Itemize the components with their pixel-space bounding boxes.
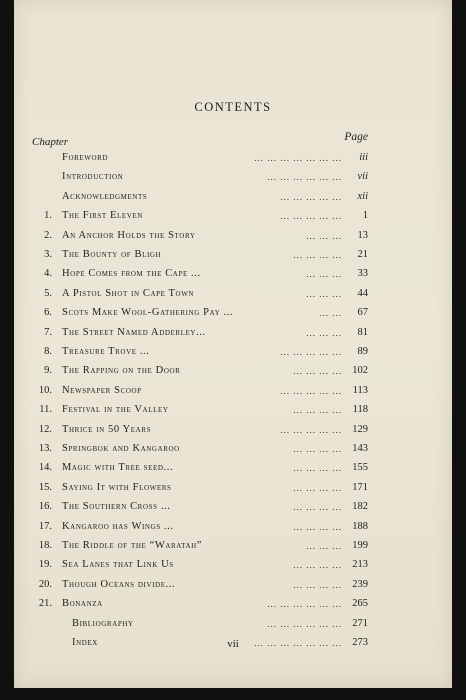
- entry-page-number: 102: [352, 365, 368, 377]
- chapter-number: 15.: [38, 481, 52, 493]
- chapter-number: 2.: [44, 229, 52, 241]
- entry-page-number: 118: [352, 404, 368, 416]
- entry-page-number: iii: [359, 152, 368, 163]
- toc-chapter-row: [14, 556, 452, 574]
- entry-page-number: 171: [352, 481, 368, 493]
- entry-title: Introduction: [62, 171, 124, 183]
- chapter-number: 3.: [44, 249, 52, 260]
- entry-title: The Bounty of Bligh: [62, 249, 162, 260]
- chapter-number: 5.: [44, 287, 52, 299]
- dot-leader: ... ... ... ... ... ...: [267, 172, 342, 183]
- entry-page-number: 239: [352, 578, 368, 590]
- chapter-number: 7.: [44, 326, 52, 338]
- entry-page-number: xii: [357, 190, 368, 202]
- chapter-number: 8.: [44, 346, 52, 357]
- chapter-number: 11.: [39, 404, 52, 416]
- page-title: CONTENTS: [194, 100, 272, 114]
- toc-chapter-row: [14, 440, 452, 458]
- dot-leader: ... ... ... ... ... ... ...: [254, 638, 342, 648]
- entry-page-number: 67: [357, 307, 368, 319]
- dot-leader: ... ... ... ...: [293, 502, 342, 513]
- entry-page-number: 13: [357, 229, 368, 241]
- entry-page-number: 199: [352, 540, 368, 551]
- entry-title: Saying It with Flowers: [62, 481, 172, 493]
- toc-chapter-row: [14, 421, 452, 439]
- entry-title: An Anchor Holds the Story: [62, 229, 196, 241]
- toc-chapter-row: [14, 382, 452, 400]
- toc-chapter-row: [14, 265, 452, 283]
- entry-page-number: 21: [357, 249, 368, 260]
- entry-title: Bibliography: [72, 617, 134, 629]
- entry-page-number: 273: [352, 637, 368, 648]
- entry-title: Magic with Tree seed...: [62, 462, 174, 474]
- dot-leader: ... ... ... ... ...: [280, 385, 342, 396]
- dot-leader: ... ... ...: [306, 269, 342, 280]
- entry-page-number: vii: [357, 171, 368, 183]
- entry-title: Bonanza: [62, 598, 103, 610]
- entry-page-number: 129: [352, 423, 368, 435]
- toc-chapter-row: [14, 227, 452, 245]
- dot-leader: ... ... ... ...: [293, 444, 342, 454]
- dot-leader: ... ... ... ... ...: [280, 424, 342, 435]
- entry-title: Springbok and Kangaroo: [62, 443, 180, 454]
- entry-title: A Pistol Shot in Cape Town: [62, 287, 195, 299]
- chapter-number: 10.: [38, 384, 52, 396]
- toc-chapter-row: [14, 576, 452, 594]
- dot-leader: ... ... ...: [306, 541, 342, 551]
- entry-title: The Street Named Adderley...: [62, 326, 206, 338]
- entry-page-number: 155: [352, 462, 368, 474]
- entry-title: Foreword: [62, 152, 109, 163]
- entry-page-number: 1: [362, 210, 368, 222]
- entry-title: Treasure Trove ...: [62, 346, 150, 357]
- entry-page-number: 81: [357, 326, 368, 338]
- dot-leader: ... ... ...: [306, 288, 342, 299]
- dot-leader: ... ... ...: [306, 230, 342, 241]
- entry-page-number: 33: [357, 268, 368, 280]
- toc-chapter-row: [14, 343, 452, 361]
- entry-title: Thrice in 50 Years: [62, 423, 152, 435]
- dot-leader: ... ... ...: [306, 327, 342, 338]
- toc-chapter-row: [14, 324, 452, 342]
- dot-leader: ... ... ... ... ... ... ...: [254, 153, 342, 163]
- entry-title: The Rapping on the Door: [62, 365, 181, 377]
- toc-back-row: [14, 615, 452, 633]
- toc-chapter-row: [14, 246, 452, 264]
- dot-leader: ... ... ... ... ...: [280, 347, 342, 357]
- toc-chapter-row: [14, 401, 452, 419]
- dot-leader: ... ... ... ... ...: [280, 211, 342, 222]
- chapter-number: 6.: [44, 307, 52, 319]
- chapter-number: 1.: [44, 210, 52, 222]
- dot-leader: ... ... ... ...: [293, 521, 342, 532]
- toc-front-row: [14, 168, 452, 186]
- entry-title: The Southern Cross ...: [62, 501, 171, 513]
- page-number-folio: vii: [227, 638, 239, 650]
- entry-title: Festival in the Valley: [62, 404, 169, 416]
- entry-page-number: 113: [352, 384, 368, 396]
- toc-chapter-row: [14, 498, 452, 516]
- entry-page-number: 89: [357, 346, 368, 357]
- entry-page-number: 271: [352, 617, 368, 629]
- dot-leader: ... ... ... ...: [293, 250, 342, 260]
- dot-leader: ... ... ... ...: [293, 366, 342, 377]
- toc-chapter-row: [14, 207, 452, 225]
- entry-title: Scots Make Wool-Gathering Pay ...: [62, 307, 234, 319]
- book-page: [14, 0, 452, 688]
- toc-chapter-row: [14, 595, 452, 613]
- dot-leader: ... ... ... ...: [293, 579, 342, 590]
- chapter-number: 13.: [38, 443, 52, 454]
- entry-title: Newspaper Scoop: [62, 384, 142, 396]
- dot-leader: ... ... ... ...: [293, 463, 342, 474]
- toc-chapter-row: [14, 285, 452, 303]
- entry-title: Sea Lanes that Link Us: [62, 559, 174, 571]
- chapter-number: 9.: [44, 365, 52, 377]
- toc-chapter-row: [14, 304, 452, 322]
- entry-page-number: 182: [352, 501, 368, 513]
- entry-page-number: 44: [357, 287, 368, 299]
- dot-leader: ... ...: [319, 308, 342, 319]
- entry-title: The First Eleven: [62, 210, 143, 222]
- toc-front-row: [14, 188, 452, 206]
- chapter-number: 19.: [38, 559, 52, 571]
- dot-leader: ... ... ... ...: [293, 560, 342, 571]
- chapter-number: 14.: [38, 462, 52, 474]
- chapter-number: 20.: [38, 578, 52, 590]
- toc-chapter-row: [14, 479, 452, 497]
- entry-title: Though Oceans divide...: [62, 578, 176, 590]
- entry-title: Index: [72, 637, 98, 648]
- dot-leader: ... ... ... ... ...: [280, 191, 342, 202]
- chapter-number: 16.: [38, 501, 52, 513]
- chapter-number: 18.: [38, 540, 52, 551]
- dot-leader: ... ... ... ...: [293, 405, 342, 416]
- entry-page-number: 188: [352, 520, 368, 532]
- toc-chapter-row: [14, 537, 452, 555]
- entry-page-number: 265: [352, 598, 368, 610]
- chapter-number: 4.: [44, 268, 52, 280]
- toc-chapter-row: [14, 362, 452, 380]
- toc-chapter-row: [14, 459, 452, 477]
- entry-title: Hope Comes from the Cape ...: [62, 268, 201, 280]
- entry-page-number: 213: [352, 559, 368, 571]
- entry-title: Acknowledgments: [62, 190, 148, 202]
- entry-title: Kangaroo has Wings ...: [62, 520, 174, 532]
- dot-leader: ... ... ... ... ... ...: [267, 599, 342, 610]
- dot-leader: ... ... ... ...: [293, 482, 342, 493]
- chapter-column-header: Chapter: [32, 136, 69, 148]
- chapter-number: 17.: [38, 520, 52, 532]
- entry-title: The Riddle of the “Waratah”: [62, 540, 203, 551]
- dot-leader: ... ... ... ... ... ...: [267, 618, 342, 629]
- page-column-header: Page: [344, 131, 368, 143]
- chapter-number: 21.: [38, 598, 52, 610]
- chapter-number: 12.: [38, 423, 52, 435]
- toc-front-row: [14, 149, 452, 167]
- toc-chapter-row: [14, 518, 452, 536]
- entry-page-number: 143: [352, 443, 368, 454]
